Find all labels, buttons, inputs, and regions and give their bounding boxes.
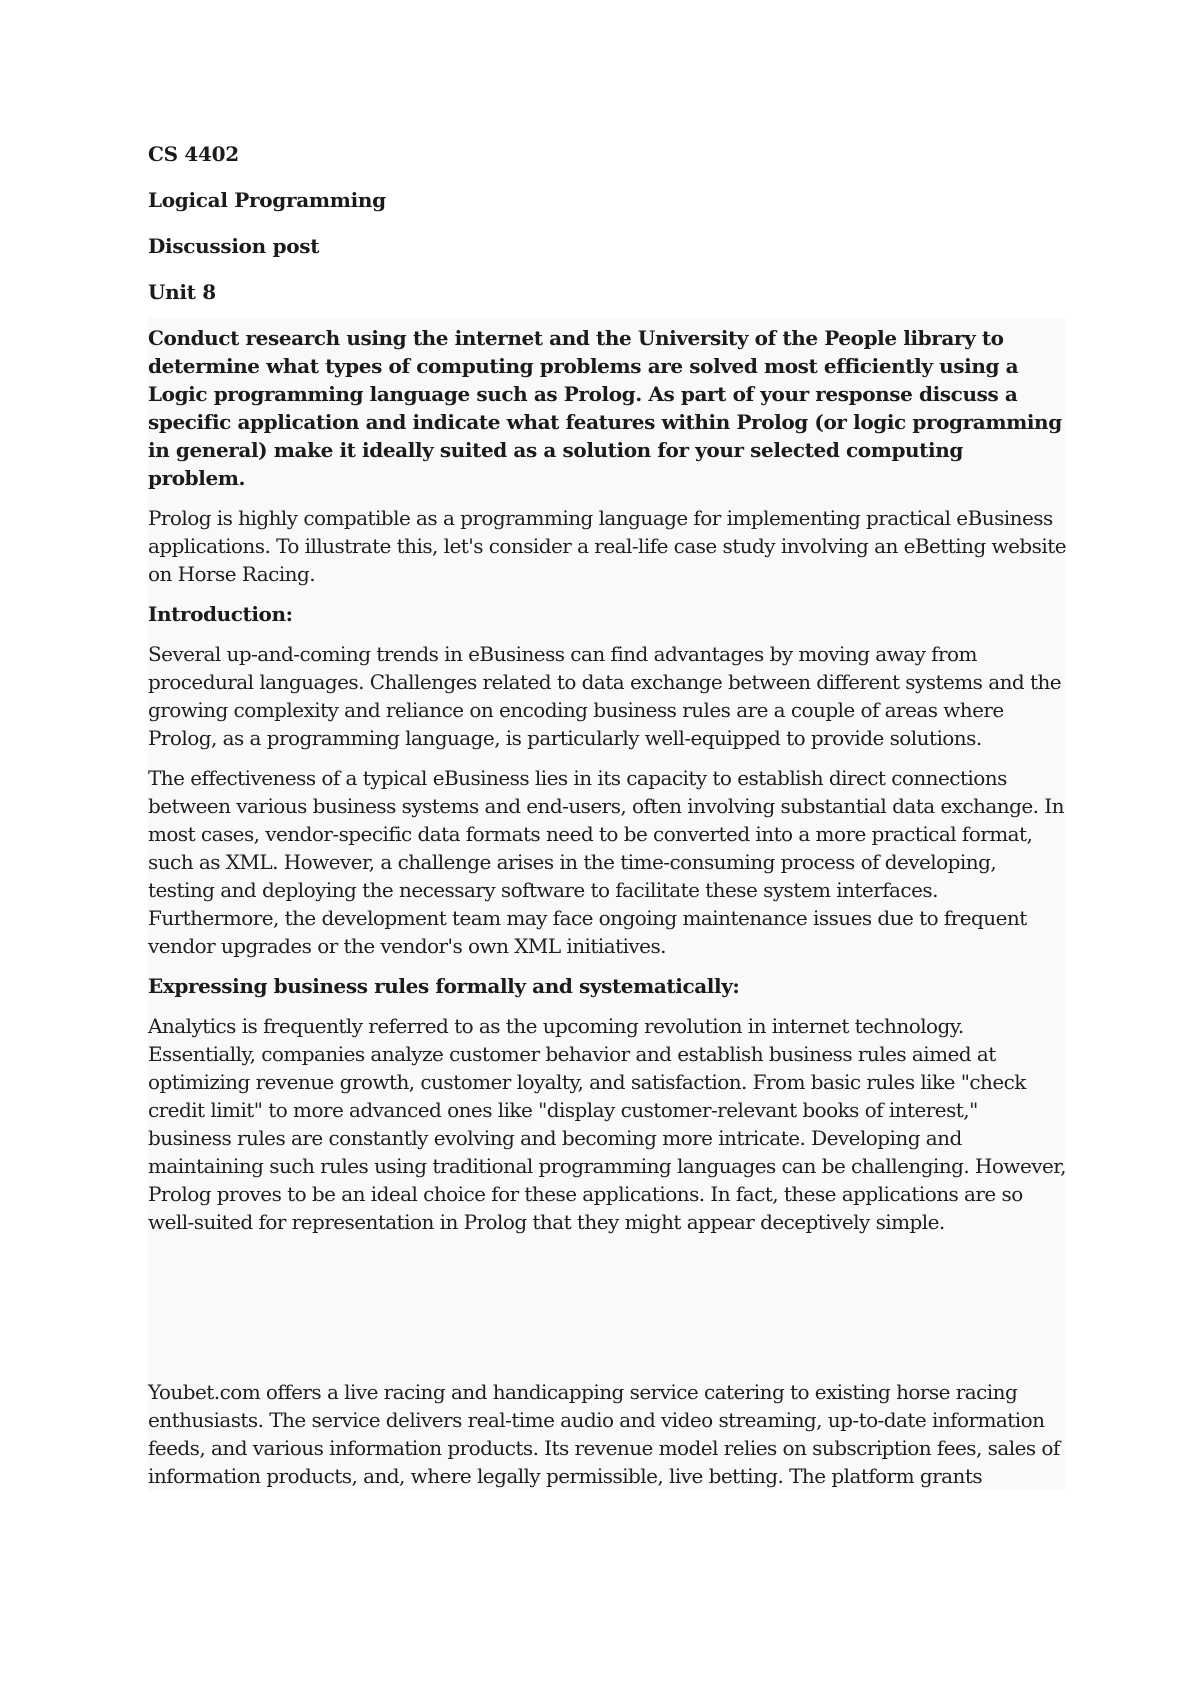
introduction-heading: Introduction: bbox=[148, 602, 293, 626]
discussion-prompt: Conduct research using the internet and the University of the People library to determine what types of computing problems are solved most efficiently using a Logic programming language such as Prolog. As part of your response discuss a specific application and indicate what features within Prolog (or logic programming in general) make it ideally suited as a solution for your selected computing problem. bbox=[148, 326, 1062, 490]
business-rules-paragraph: Analytics is frequently referred to as the upcoming revolution in internet technology. Essentially, companies analyze customer behavior and establish business rules aimed at optimizing revenue growth, customer loyalty, and satisfaction. From basic rules like "check credit limit" to more advanced ones like "display customer-relevant books of interest," business rules are constantly evolving and becoming more intricate. Developing and maintaining such rules using traditional programming languages can be challenging. However, Prolog proves to be an ideal choice for these applications. In fact, these applications are so well-suited for representation in Prolog that they might appear deceptively simple. bbox=[148, 1014, 1066, 1234]
post-type: Discussion post bbox=[148, 234, 320, 258]
intro-paragraph: Prolog is highly compatible as a programming language for implementing practical eBusiness applications. To illustrate this, let's consider a real-life case study involving an eBetting website on Horse Racing. bbox=[148, 506, 1066, 586]
course-title: Logical Programming bbox=[148, 188, 386, 212]
course-code: CS 4402 bbox=[148, 142, 239, 166]
business-rules-heading: Expressing business rules formally and systematically: bbox=[148, 974, 740, 998]
document-body bbox=[148, 140, 1068, 1490]
introduction-paragraph-2: The effectiveness of a typical eBusiness lies in its capacity to establish direct connections between various business systems and end-users, often involving substantial data exchange. In most cases, vendor-specific data formats need to be converted into a more practical format, such as XML. However, a challenge arises in the time-consuming process of developing, testing and deploying the necessary software to facilitate these system interfaces. Furthermore, the development team may face ongoing maintenance issues due to frequent vendor upgrades or the vendor's own XML initiatives. bbox=[148, 766, 1064, 958]
discussion-section bbox=[148, 318, 1066, 1490]
introduction-paragraph-1: Several up-and-coming trends in eBusiness can find advantages by moving away from procedural languages. Challenges related to data exchange between different systems and the growing complexity and reliance on encoding business rules are a couple of areas where Prolog, as a programming language, is particularly well-equipped to provide solutions. bbox=[148, 642, 1062, 750]
blank-space bbox=[148, 1236, 1066, 1378]
unit-label: Unit 8 bbox=[148, 280, 216, 304]
youbet-paragraph: Youbet.com offers a live racing and handicapping service catering to existing horse racing enthusiasts. The service delivers real-time audio and video streaming, up-to-date information feeds, and various information products. Its revenue model relies on subscription fees, sales of information products, and, where legally permissible, live betting. The platform grants bbox=[148, 1380, 1060, 1488]
